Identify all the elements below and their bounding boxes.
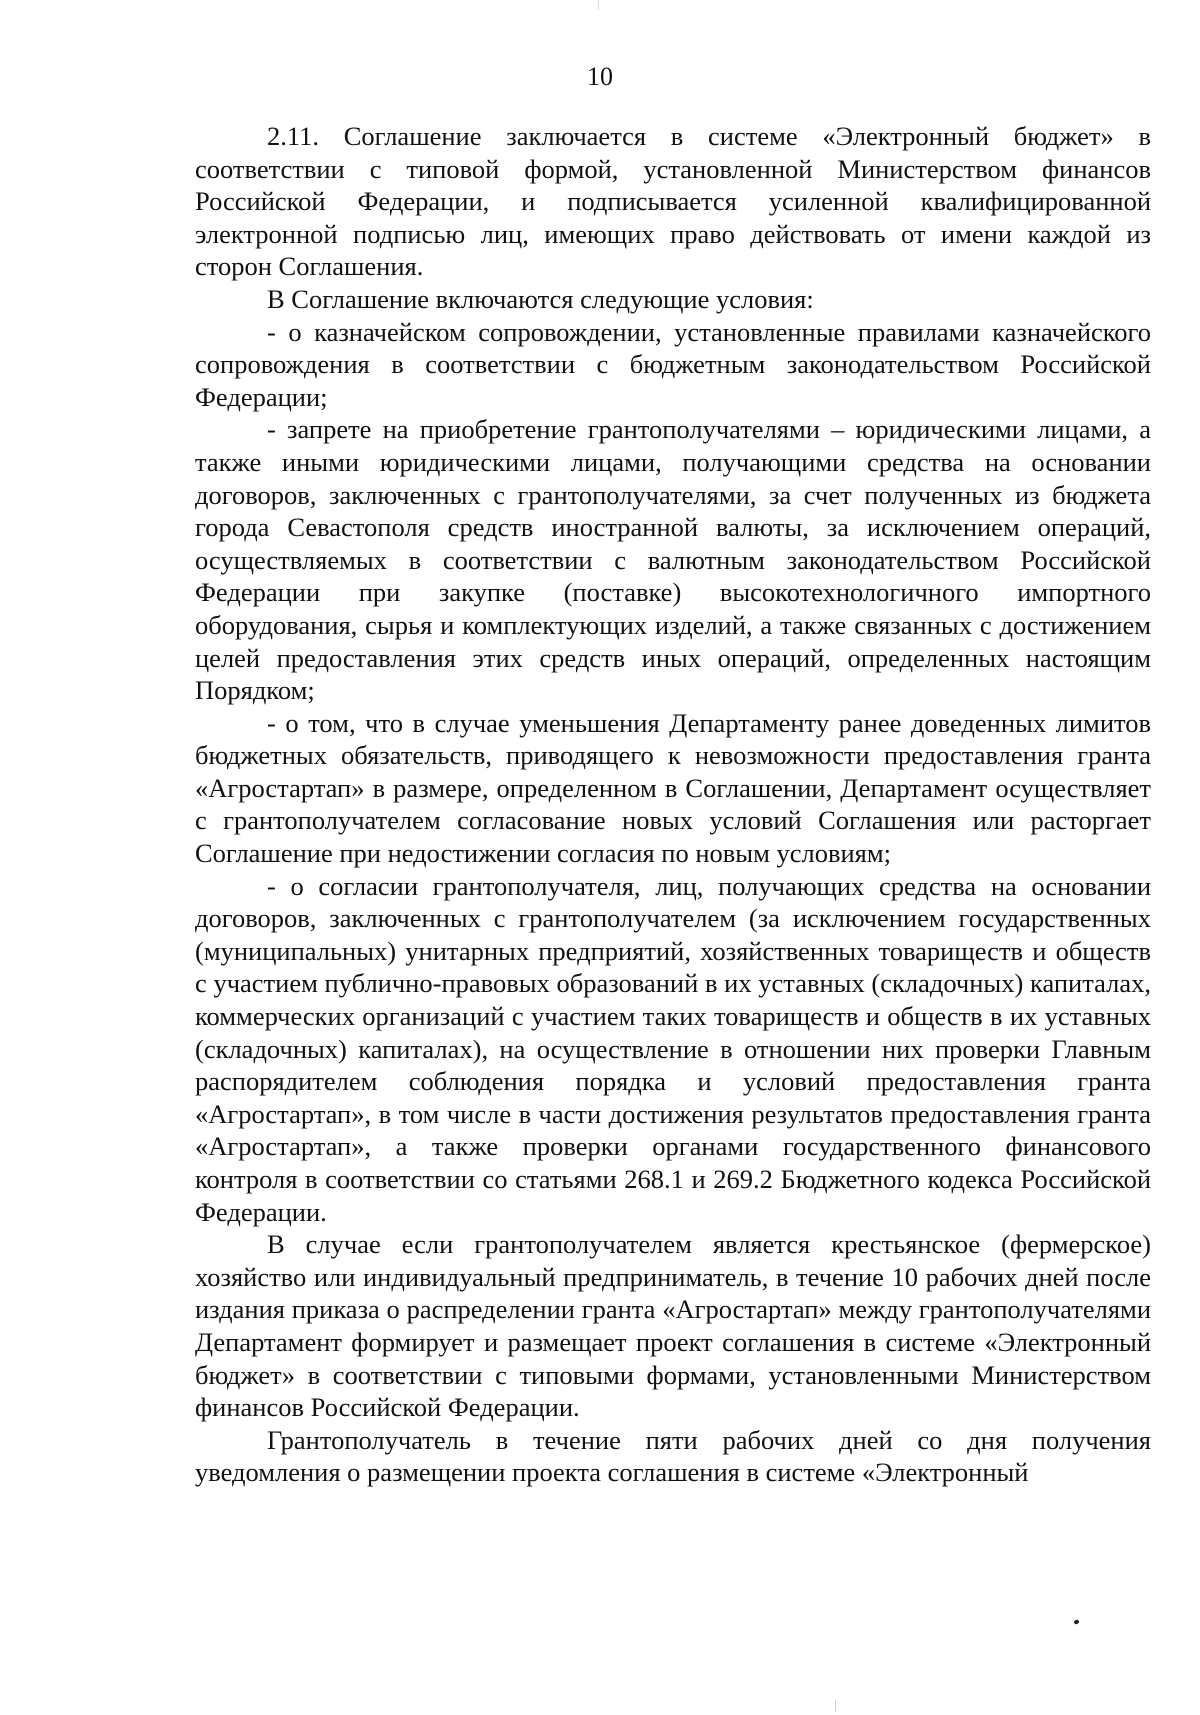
paragraph-treasury-support: - о казначейском сопровождении, установленные правилами казначейского сопровождения в соответствии с бюджетным законодательством Российской Федерации;	[195, 316, 1151, 412]
paragraph-conditions-intro: В Соглашение включаются следующие условия:	[267, 283, 814, 314]
scan-artifact-bottom	[835, 1700, 836, 1712]
paragraph-inspection-consent: - о согласии грантополучателя, лиц, получающих средства на основании договоров, заключенных с грантополучателем (за исключением государственных (муниципальных) унитарных предприятий, хозяйственных товариществ и обществ с участием публично-правовых образований в их уставных (складочных) капиталах, коммерческих организаций с участием таких товариществ и обществ в их уставных (складочных) капиталах), на осуществление в отношении них проверки Главным распорядителем соблюдения порядка и условий предоставления гранта «Агростартап», в том числе в части достижения результатов предоставления гранта «Агростартап», а также проверки органами государственного финансового контроля в соответствии со статьями 268.1 и 269.2 Бюджетного кодекса Российской Федерации.	[195, 870, 1151, 1227]
scan-artifact-top	[598, 0, 599, 10]
paragraph-2-11: 2.11. Соглашение заключается в системе «Электронный бюджет» в соответствии с типовой формой, установленной Министерством финансов Российской Федерации, и подписывается усиленной квалифицированной электронной подписью лиц, имеющих право действовать от имени каждой из сторон Соглашения.	[195, 121, 1151, 282]
scan-speck	[1073, 1619, 1079, 1625]
document-body	[195, 120, 1151, 1489]
paragraph-currency-ban: - запрете на приобретение грантополучателями – юридическими лицами, а также иными юридическими лицами, получающими средства на основании договоров, заключенных с грантополучателями, за счет полученных из бюджета города Севастополя средств иностранной валюты, за исключением операций, осуществляемых в соответствии с валютным законодательством Российской Федерации при закупке (поставке) высокотехнологичного импортного оборудования, сырья и комплектующих изделий, а также связанных с достижением целей предоставления этих средств иных операций, определенных настоящим Порядком;	[195, 414, 1151, 706]
paragraph-farm-entrepreneur: В случае если грантополучателем является крестьянское (фермерское) хозяйство или индивидуальный предприниматель, в течение 10 рабочих дней после издания приказа о распределении гранта «Агростартап» между грантополучателями Департамент формирует и размещает проект соглашения в системе «Электронный бюджет» в соответствии с типовыми формами, установленными Министерством финансов Российской Федерации.	[195, 1229, 1151, 1423]
paragraph-limits-reduction: - о том, что в случае уменьшения Департаменту ранее доведенных лимитов бюджетных обязательств, приводящего к невозможности предоставления гранта «Агростартап» в размере, определенном в Соглашении, Департамент осуществляет с грантополучателем согласование новых условий Соглашения или расторгает Соглашение при недостижении согласия по новым условиям;	[195, 707, 1151, 869]
paragraph-grantee-deadline: Грантополучатель в течение пяти рабочих дней со дня получения уведомления о размещении проекта соглашения в системе «Электронный	[195, 1424, 1151, 1488]
page-number: 10	[587, 62, 613, 91]
